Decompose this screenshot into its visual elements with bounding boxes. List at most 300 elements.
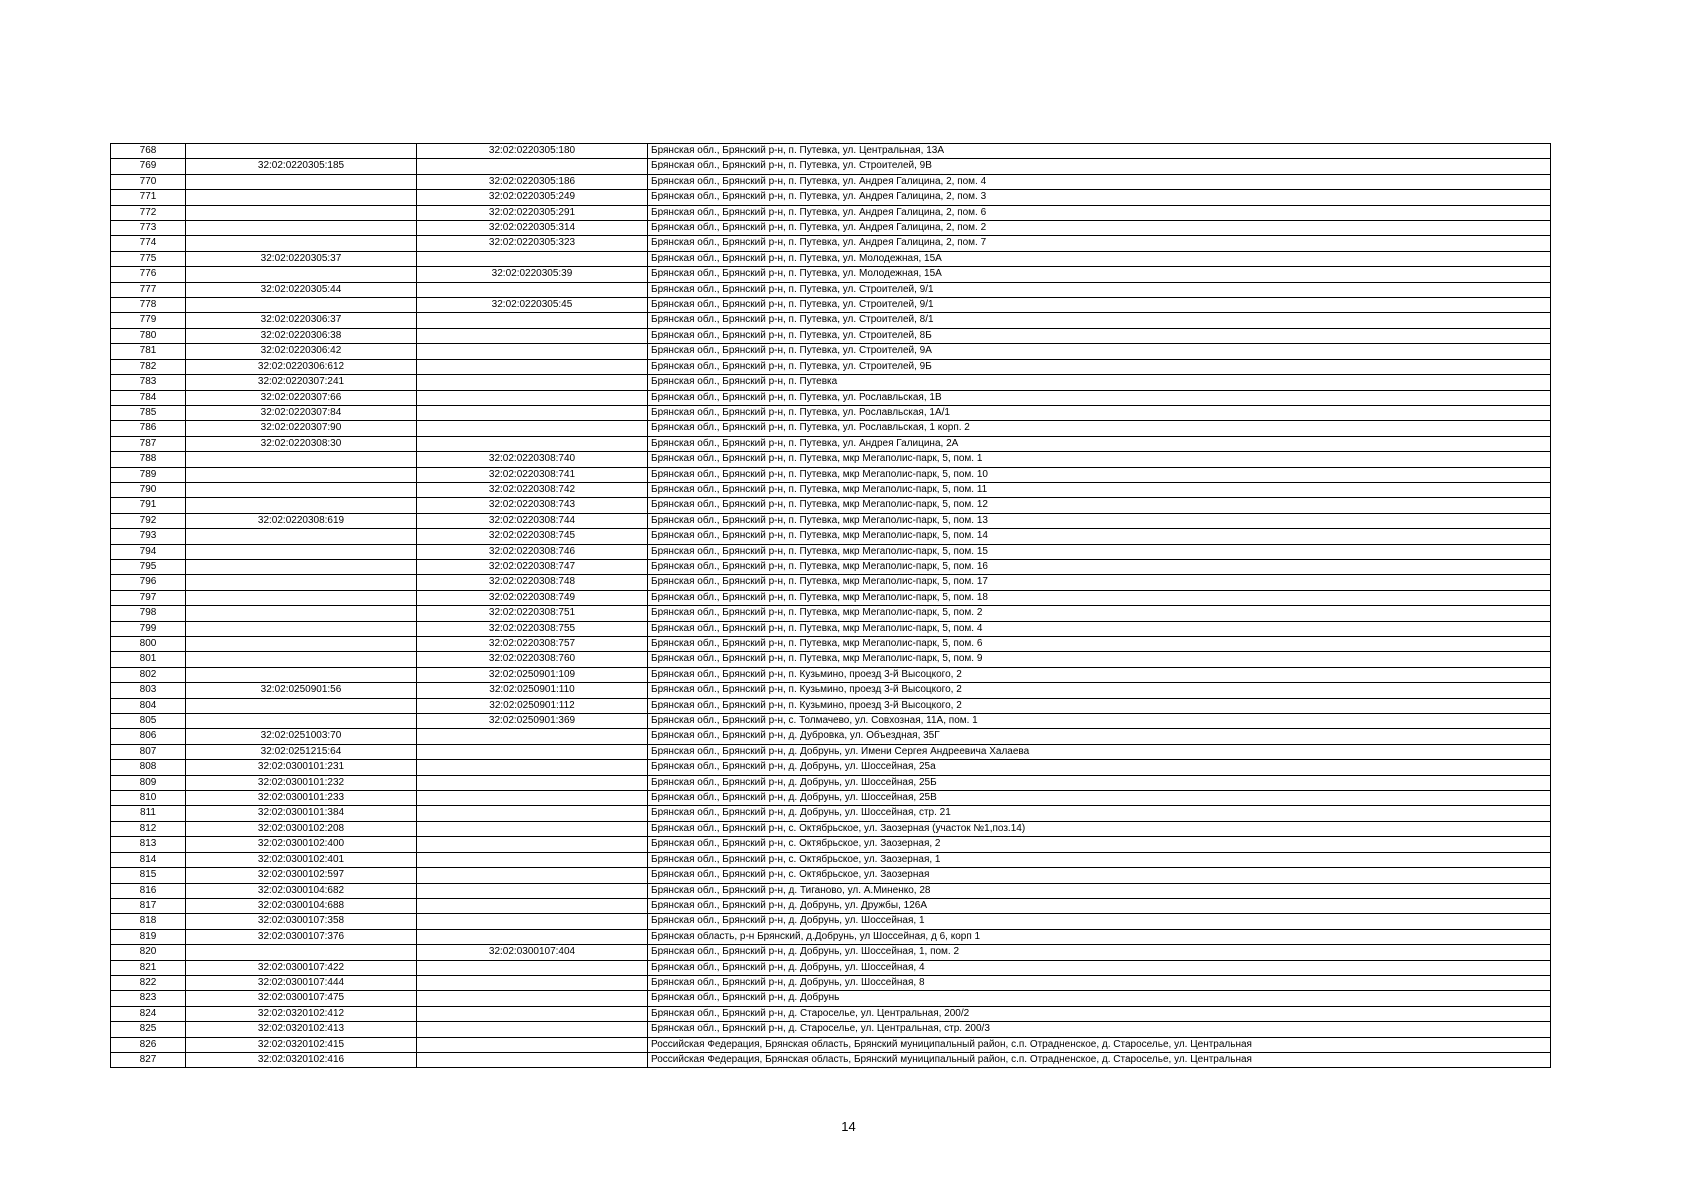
address-cell: Брянская обл., Брянский р-н, п. Путевка, мкр Мегаполис-парк, 5, пом. 18 — [648, 590, 1551, 605]
object-cadastral-number-cell — [417, 729, 648, 744]
table-row — [111, 791, 1551, 806]
address-cell: Российская Федерация, Брянская область, Брянский муниципальный район, с.п. Отрадненское, д. Староселье, ул. Центральная — [648, 1037, 1551, 1052]
parcel-cadastral-number-cell: 32:02:0300101:384 — [186, 806, 417, 821]
table-row — [111, 375, 1551, 390]
parcel-cadastral-number-cell — [186, 637, 417, 652]
table-row — [111, 190, 1551, 205]
table-row — [111, 282, 1551, 297]
table-row — [111, 298, 1551, 313]
address-cell: Брянская обл., Брянский р-н, с. Толмачево, ул. Совхозная, 11А, пом. 1 — [648, 714, 1551, 729]
parcel-cadastral-number-cell: 32:02:0300107:376 — [186, 929, 417, 944]
table-row — [111, 806, 1551, 821]
object-cadastral-number-cell: 32:02:0220305:186 — [417, 174, 648, 189]
table-row — [111, 683, 1551, 698]
parcel-cadastral-number-cell: 32:02:0220306:37 — [186, 313, 417, 328]
object-cadastral-number-cell: 32:02:0220308:745 — [417, 529, 648, 544]
table-row — [111, 929, 1551, 944]
table-row — [111, 775, 1551, 790]
table-row — [111, 590, 1551, 605]
parcel-cadastral-number-cell: 32:02:0220307:90 — [186, 421, 417, 436]
parcel-cadastral-number-cell — [186, 190, 417, 205]
table-row — [111, 945, 1551, 960]
parcel-cadastral-number-cell — [186, 498, 417, 513]
object-cadastral-number-cell: 32:02:0250901:109 — [417, 667, 648, 682]
parcel-cadastral-number-cell: 32:02:0300104:682 — [186, 883, 417, 898]
object-cadastral-number-cell — [417, 744, 648, 759]
table-row — [111, 714, 1551, 729]
address-cell: Брянская обл., Брянский р-н, п. Путевка, мкр Мегаполис-парк, 5, пом. 2 — [648, 606, 1551, 621]
table-row — [111, 1052, 1551, 1067]
address-cell: Брянская обл., Брянский р-н, п. Путевка, ул. Строителей, 9В — [648, 159, 1551, 174]
row-number-cell: 808 — [111, 760, 186, 775]
row-number-cell: 823 — [111, 991, 186, 1006]
object-cadastral-number-cell — [417, 883, 648, 898]
address-cell: Брянская обл., Брянский р-н, п. Путевка, ул. Андрея Галицина, 2, пом. 2 — [648, 221, 1551, 236]
row-number-cell: 796 — [111, 575, 186, 590]
object-cadastral-number-cell — [417, 898, 648, 913]
parcel-cadastral-number-cell: 32:02:0300107:422 — [186, 960, 417, 975]
address-cell: Брянская обл., Брянский р-н, д. Добрунь, ул. Шоссейная, стр. 21 — [648, 806, 1551, 821]
object-cadastral-number-cell — [417, 991, 648, 1006]
address-cell: Брянская обл., Брянский р-н, п. Путевка, ул. Андрея Галицина, 2, пом. 6 — [648, 205, 1551, 220]
table-row — [111, 898, 1551, 913]
parcel-cadastral-number-cell: 32:02:0320102:415 — [186, 1037, 417, 1052]
address-cell: Брянская обл., Брянский р-н, д. Добрунь — [648, 991, 1551, 1006]
row-number-cell: 793 — [111, 529, 186, 544]
row-number-cell: 810 — [111, 791, 186, 806]
row-number-cell: 784 — [111, 390, 186, 405]
address-cell: Брянская обл., Брянский р-н, с. Октябрьское, ул. Заозерная — [648, 868, 1551, 883]
address-cell: Брянская обл., Брянский р-н, п. Кузьмино, проезд 3-й Высоцкого, 2 — [648, 667, 1551, 682]
object-cadastral-number-cell — [417, 375, 648, 390]
row-number-cell: 774 — [111, 236, 186, 251]
parcel-cadastral-number-cell — [186, 221, 417, 236]
address-cell: Брянская обл., Брянский р-н, п. Путевка, мкр Мегаполис-парк, 5, пом. 13 — [648, 513, 1551, 528]
address-cell: Брянская обл., Брянский р-н, д. Добрунь, ул. Шоссейная, 25Б — [648, 775, 1551, 790]
address-cell: Брянская обл., Брянский р-н, п. Путевка, ул. Андрея Галицина, 2А — [648, 436, 1551, 451]
parcel-cadastral-number-cell: 32:02:0300102:400 — [186, 837, 417, 852]
table-row — [111, 236, 1551, 251]
table-row — [111, 467, 1551, 482]
parcel-cadastral-number-cell — [186, 714, 417, 729]
table-body — [111, 144, 1551, 1068]
table-row — [111, 883, 1551, 898]
row-number-cell: 815 — [111, 868, 186, 883]
table-row — [111, 482, 1551, 497]
object-cadastral-number-cell: 32:02:0220308:742 — [417, 482, 648, 497]
row-number-cell: 778 — [111, 298, 186, 313]
object-cadastral-number-cell — [417, 313, 648, 328]
address-cell: Брянская обл., Брянский р-н, д. Добрунь, ул. Шоссейная, 1 — [648, 914, 1551, 929]
table-row — [111, 328, 1551, 343]
object-cadastral-number-cell: 32:02:0220305:45 — [417, 298, 648, 313]
table-row — [111, 652, 1551, 667]
parcel-cadastral-number-cell: 32:02:0220308:30 — [186, 436, 417, 451]
object-cadastral-number-cell: 32:02:0250901:112 — [417, 698, 648, 713]
table-row — [111, 760, 1551, 775]
parcel-cadastral-number-cell: 32:02:0300102:597 — [186, 868, 417, 883]
row-number-cell: 821 — [111, 960, 186, 975]
parcel-cadastral-number-cell: 32:02:0220305:37 — [186, 251, 417, 266]
row-number-cell: 826 — [111, 1037, 186, 1052]
address-cell: Брянская обл., Брянский р-н, п. Путевка, мкр Мегаполис-парк, 5, пом. 11 — [648, 482, 1551, 497]
object-cadastral-number-cell — [417, 837, 648, 852]
parcel-cadastral-number-cell: 32:02:0220307:84 — [186, 405, 417, 420]
parcel-cadastral-number-cell — [186, 652, 417, 667]
object-cadastral-number-cell — [417, 1022, 648, 1037]
table-row — [111, 452, 1551, 467]
address-cell: Брянская обл., Брянский р-н, п. Путевка, ул. Рославльская, 1 корп. 2 — [648, 421, 1551, 436]
object-cadastral-number-cell — [417, 806, 648, 821]
address-cell: Российская Федерация, Брянская область, Брянский муниципальный район, с.п. Отрадненское, д. Староселье, ул. Центральная — [648, 1052, 1551, 1067]
address-cell: Брянская обл., Брянский р-н, с. Октябрьское, ул. Заозерная, 1 — [648, 852, 1551, 867]
parcel-cadastral-number-cell — [186, 575, 417, 590]
row-number-cell: 825 — [111, 1022, 186, 1037]
row-number-cell: 813 — [111, 837, 186, 852]
table-row — [111, 498, 1551, 513]
row-number-cell: 806 — [111, 729, 186, 744]
row-number-cell: 803 — [111, 683, 186, 698]
parcel-cadastral-number-cell: 32:02:0220307:66 — [186, 390, 417, 405]
row-number-cell: 777 — [111, 282, 186, 297]
table-row — [111, 606, 1551, 621]
row-number-cell: 799 — [111, 621, 186, 636]
row-number-cell: 779 — [111, 313, 186, 328]
address-cell: Брянская обл., Брянский р-н, д. Тиганово, ул. А.Миненко, 28 — [648, 883, 1551, 898]
parcel-cadastral-number-cell — [186, 298, 417, 313]
row-number-cell: 795 — [111, 559, 186, 574]
address-cell: Брянская обл., Брянский р-н, п. Путевка, ул. Андрея Галицина, 2, пом. 3 — [648, 190, 1551, 205]
table-row — [111, 1037, 1551, 1052]
address-cell: Брянская обл., Брянский р-н, д. Добрунь, ул. Шоссейная, 4 — [648, 960, 1551, 975]
table-row — [111, 405, 1551, 420]
row-number-cell: 814 — [111, 852, 186, 867]
object-cadastral-number-cell — [417, 791, 648, 806]
object-cadastral-number-cell — [417, 1006, 648, 1021]
address-cell: Брянская обл., Брянский р-н, п. Путевка, мкр Мегаполис-парк, 5, пом. 12 — [648, 498, 1551, 513]
object-cadastral-number-cell: 32:02:0220305:291 — [417, 205, 648, 220]
address-cell: Брянская обл., Брянский р-н, п. Путевка, ул. Строителей, 9Б — [648, 359, 1551, 374]
object-cadastral-number-cell: 32:02:0220308:748 — [417, 575, 648, 590]
object-cadastral-number-cell — [417, 760, 648, 775]
object-cadastral-number-cell: 32:02:0220308:755 — [417, 621, 648, 636]
table-row — [111, 837, 1551, 852]
object-cadastral-number-cell: 32:02:0220308:743 — [417, 498, 648, 513]
table-row — [111, 313, 1551, 328]
row-number-cell: 798 — [111, 606, 186, 621]
row-number-cell: 788 — [111, 452, 186, 467]
table-row — [111, 1022, 1551, 1037]
row-number-cell: 780 — [111, 328, 186, 343]
address-cell: Брянская обл., Брянский р-н, п. Путевка, ул. Строителей, 8/1 — [648, 313, 1551, 328]
table-row — [111, 621, 1551, 636]
address-cell: Брянская обл., Брянский р-н, п. Путевка, мкр Мегаполис-парк, 5, пом. 15 — [648, 544, 1551, 559]
object-cadastral-number-cell — [417, 436, 648, 451]
parcel-cadastral-number-cell: 32:02:0251215:64 — [186, 744, 417, 759]
table-row — [111, 744, 1551, 759]
row-number-cell: 804 — [111, 698, 186, 713]
parcel-cadastral-number-cell: 32:02:0250901:56 — [186, 683, 417, 698]
table-row — [111, 667, 1551, 682]
row-number-cell: 791 — [111, 498, 186, 513]
parcel-cadastral-number-cell: 32:02:0300102:208 — [186, 821, 417, 836]
parcel-cadastral-number-cell: 32:02:0300104:688 — [186, 898, 417, 913]
object-cadastral-number-cell — [417, 775, 648, 790]
parcel-cadastral-number-cell: 32:02:0251003:70 — [186, 729, 417, 744]
row-number-cell: 820 — [111, 945, 186, 960]
row-number-cell: 811 — [111, 806, 186, 821]
address-cell: Брянская обл., Брянский р-н, п. Путевка, ул. Андрея Галицина, 2, пом. 4 — [648, 174, 1551, 189]
row-number-cell: 807 — [111, 744, 186, 759]
parcel-cadastral-number-cell — [186, 174, 417, 189]
row-number-cell: 817 — [111, 898, 186, 913]
address-cell: Брянская обл., Брянский р-н, д. Добрунь, ул. Имени Сергея Андреевича Халаева — [648, 744, 1551, 759]
table-row — [111, 698, 1551, 713]
table-row — [111, 821, 1551, 836]
property-registry-table — [110, 143, 1551, 1068]
table-row — [111, 221, 1551, 236]
parcel-cadastral-number-cell: 32:02:0220306:38 — [186, 328, 417, 343]
parcel-cadastral-number-cell — [186, 236, 417, 251]
table-row — [111, 159, 1551, 174]
table-row — [111, 852, 1551, 867]
address-cell: Брянская обл., Брянский р-н, д. Дубровка, ул. Объездная, 35Г — [648, 729, 1551, 744]
parcel-cadastral-number-cell — [186, 452, 417, 467]
table-row — [111, 436, 1551, 451]
address-cell: Брянская обл., Брянский р-н, п. Путевка, мкр Мегаполис-парк, 5, пом. 14 — [648, 529, 1551, 544]
parcel-cadastral-number-cell: 32:02:0220307:241 — [186, 375, 417, 390]
parcel-cadastral-number-cell — [186, 945, 417, 960]
object-cadastral-number-cell: 32:02:0300107:404 — [417, 945, 648, 960]
address-cell: Брянская обл., Брянский р-н, п. Путевка, ул. Рославльская, 1В — [648, 390, 1551, 405]
address-cell: Брянская обл., Брянский р-н, д. Добрунь, ул. Шоссейная, 25а — [648, 760, 1551, 775]
object-cadastral-number-cell — [417, 1052, 648, 1067]
address-cell: Брянская обл., Брянский р-н, д. Староселье, ул. Центральная, стр. 200/3 — [648, 1022, 1551, 1037]
object-cadastral-number-cell — [417, 328, 648, 343]
row-number-cell: 805 — [111, 714, 186, 729]
table-row — [111, 344, 1551, 359]
address-cell: Брянская обл., Брянский р-н, п. Путевка, мкр Мегаполис-парк, 5, пом. 4 — [648, 621, 1551, 636]
table-row — [111, 529, 1551, 544]
row-number-cell: 775 — [111, 251, 186, 266]
row-number-cell: 783 — [111, 375, 186, 390]
object-cadastral-number-cell: 32:02:0220308:757 — [417, 637, 648, 652]
row-number-cell: 785 — [111, 405, 186, 420]
address-cell: Брянская обл., Брянский р-н, п. Кузьмино, проезд 3-й Высоцкого, 2 — [648, 698, 1551, 713]
object-cadastral-number-cell — [417, 282, 648, 297]
parcel-cadastral-number-cell — [186, 621, 417, 636]
address-cell: Брянская обл., Брянский р-н, п. Путевка, мкр Мегаполис-парк, 5, пом. 10 — [648, 467, 1551, 482]
row-number-cell: 816 — [111, 883, 186, 898]
row-number-cell: 827 — [111, 1052, 186, 1067]
parcel-cadastral-number-cell: 32:02:0300107:358 — [186, 914, 417, 929]
object-cadastral-number-cell: 32:02:0220308:751 — [417, 606, 648, 621]
row-number-cell: 769 — [111, 159, 186, 174]
object-cadastral-number-cell: 32:02:0220308:747 — [417, 559, 648, 574]
parcel-cadastral-number-cell — [186, 267, 417, 282]
parcel-cadastral-number-cell: 32:02:0320102:413 — [186, 1022, 417, 1037]
row-number-cell: 771 — [111, 190, 186, 205]
address-cell: Брянская обл., Брянский р-н, п. Путевка, мкр Мегаполис-парк, 5, пом. 17 — [648, 575, 1551, 590]
parcel-cadastral-number-cell — [186, 144, 417, 159]
row-number-cell: 773 — [111, 221, 186, 236]
address-cell: Брянская обл., Брянский р-н, п. Путевка, ул. Молодежная, 15А — [648, 267, 1551, 282]
object-cadastral-number-cell — [417, 1037, 648, 1052]
object-cadastral-number-cell — [417, 929, 648, 944]
object-cadastral-number-cell — [417, 359, 648, 374]
row-number-cell: 789 — [111, 467, 186, 482]
address-cell: Брянская обл., Брянский р-н, д. Добрунь, ул. Шоссейная, 1, пом. 2 — [648, 945, 1551, 960]
address-cell: Брянская обл., Брянский р-н, п. Путевка, мкр Мегаполис-парк, 5, пом. 6 — [648, 637, 1551, 652]
row-number-cell: 794 — [111, 544, 186, 559]
parcel-cadastral-number-cell: 32:02:0320102:412 — [186, 1006, 417, 1021]
object-cadastral-number-cell — [417, 390, 648, 405]
table-row — [111, 513, 1551, 528]
object-cadastral-number-cell — [417, 159, 648, 174]
address-cell: Брянская обл., Брянский р-н, с. Октябрьское, ул. Заозерная, 2 — [648, 837, 1551, 852]
object-cadastral-number-cell — [417, 251, 648, 266]
table-row — [111, 359, 1551, 374]
address-cell: Брянская обл., Брянский р-н, п. Путевка, мкр Мегаполис-парк, 5, пом. 1 — [648, 452, 1551, 467]
row-number-cell: 787 — [111, 436, 186, 451]
row-number-cell: 800 — [111, 637, 186, 652]
row-number-cell: 792 — [111, 513, 186, 528]
row-number-cell: 790 — [111, 482, 186, 497]
object-cadastral-number-cell: 32:02:0220308:760 — [417, 652, 648, 667]
table-row — [111, 144, 1551, 159]
parcel-cadastral-number-cell — [186, 205, 417, 220]
address-cell: Брянская обл., Брянский р-н, п. Путевка, ул. Андрея Галицина, 2, пом. 7 — [648, 236, 1551, 251]
address-cell: Брянская обл., Брянский р-н, п. Путевка, ул. Строителей, 9/1 — [648, 282, 1551, 297]
parcel-cadastral-number-cell: 32:02:0220305:44 — [186, 282, 417, 297]
object-cadastral-number-cell — [417, 914, 648, 929]
table-row — [111, 975, 1551, 990]
parcel-cadastral-number-cell — [186, 559, 417, 574]
table-row — [111, 174, 1551, 189]
table-row — [111, 1006, 1551, 1021]
row-number-cell: 768 — [111, 144, 186, 159]
row-number-cell: 797 — [111, 590, 186, 605]
object-cadastral-number-cell: 32:02:0220308:746 — [417, 544, 648, 559]
row-number-cell: 801 — [111, 652, 186, 667]
object-cadastral-number-cell — [417, 868, 648, 883]
table-row — [111, 267, 1551, 282]
parcel-cadastral-number-cell: 32:02:0300101:232 — [186, 775, 417, 790]
table-row — [111, 914, 1551, 929]
address-cell: Брянская обл., Брянский р-н, п. Путевка, ул. Строителей, 8Б — [648, 328, 1551, 343]
object-cadastral-number-cell — [417, 975, 648, 990]
row-number-cell: 776 — [111, 267, 186, 282]
table-row — [111, 390, 1551, 405]
address-cell: Брянская обл., Брянский р-н, с. Октябрьское, ул. Заозерная (участок №1,поз.14) — [648, 821, 1551, 836]
address-cell: Брянская обл., Брянский р-н, п. Путевка, мкр Мегаполис-парк, 5, пом. 16 — [648, 559, 1551, 574]
parcel-cadastral-number-cell — [186, 590, 417, 605]
parcel-cadastral-number-cell: 32:02:0220308:619 — [186, 513, 417, 528]
object-cadastral-number-cell: 32:02:0220308:741 — [417, 467, 648, 482]
row-number-cell: 812 — [111, 821, 186, 836]
object-cadastral-number-cell — [417, 821, 648, 836]
address-cell: Брянская обл., Брянский р-н, д. Добрунь, ул. Шоссейная, 25В — [648, 791, 1551, 806]
table-row — [111, 637, 1551, 652]
table-row — [111, 251, 1551, 266]
object-cadastral-number-cell: 32:02:0220308:740 — [417, 452, 648, 467]
address-cell: Брянская обл., Брянский р-н, п. Путевка, ул. Рославльская, 1А/1 — [648, 405, 1551, 420]
parcel-cadastral-number-cell — [186, 667, 417, 682]
table-row — [111, 544, 1551, 559]
object-cadastral-number-cell: 32:02:0220305:249 — [417, 190, 648, 205]
object-cadastral-number-cell — [417, 405, 648, 420]
table-row — [111, 729, 1551, 744]
row-number-cell: 809 — [111, 775, 186, 790]
object-cadastral-number-cell: 32:02:0220305:314 — [417, 221, 648, 236]
parcel-cadastral-number-cell: 32:02:0320102:416 — [186, 1052, 417, 1067]
parcel-cadastral-number-cell: 32:02:0220305:185 — [186, 159, 417, 174]
table-row — [111, 960, 1551, 975]
parcel-cadastral-number-cell: 32:02:0300107:475 — [186, 991, 417, 1006]
parcel-cadastral-number-cell: 32:02:0220306:612 — [186, 359, 417, 374]
address-cell: Брянская обл., Брянский р-н, п. Путевка — [648, 375, 1551, 390]
row-number-cell: 824 — [111, 1006, 186, 1021]
object-cadastral-number-cell — [417, 421, 648, 436]
address-cell: Брянская обл., Брянский р-н, п. Путевка, мкр Мегаполис-парк, 5, пом. 9 — [648, 652, 1551, 667]
table-row — [111, 205, 1551, 220]
parcel-cadastral-number-cell: 32:02:0300101:231 — [186, 760, 417, 775]
object-cadastral-number-cell: 32:02:0250901:369 — [417, 714, 648, 729]
object-cadastral-number-cell: 32:02:0250901:110 — [417, 683, 648, 698]
row-number-cell: 782 — [111, 359, 186, 374]
parcel-cadastral-number-cell: 32:02:0220306:42 — [186, 344, 417, 359]
parcel-cadastral-number-cell — [186, 698, 417, 713]
address-cell: Брянская обл., Брянский р-н, п. Путевка, ул. Строителей, 9/1 — [648, 298, 1551, 313]
address-cell: Брянская область, р-н Брянский, д.Добрунь, ул Шоссейная, д 6, корп 1 — [648, 929, 1551, 944]
row-number-cell: 781 — [111, 344, 186, 359]
parcel-cadastral-number-cell — [186, 544, 417, 559]
object-cadastral-number-cell — [417, 344, 648, 359]
table-row — [111, 991, 1551, 1006]
row-number-cell: 770 — [111, 174, 186, 189]
table-row — [111, 559, 1551, 574]
object-cadastral-number-cell — [417, 960, 648, 975]
row-number-cell: 786 — [111, 421, 186, 436]
address-cell: Брянская обл., Брянский р-н, п. Путевка, ул. Центральная, 13А — [648, 144, 1551, 159]
row-number-cell: 802 — [111, 667, 186, 682]
parcel-cadastral-number-cell — [186, 482, 417, 497]
table-row — [111, 868, 1551, 883]
object-cadastral-number-cell — [417, 852, 648, 867]
row-number-cell: 819 — [111, 929, 186, 944]
row-number-cell: 822 — [111, 975, 186, 990]
parcel-cadastral-number-cell: 32:02:0300101:233 — [186, 791, 417, 806]
object-cadastral-number-cell: 32:02:0220308:749 — [417, 590, 648, 605]
page-number: 14 — [841, 1119, 856, 1134]
parcel-cadastral-number-cell: 32:02:0300102:401 — [186, 852, 417, 867]
address-cell: Брянская обл., Брянский р-н, п. Кузьмино, проезд 3-й Высоцкого, 2 — [648, 683, 1551, 698]
object-cadastral-number-cell: 32:02:0220305:180 — [417, 144, 648, 159]
address-cell: Брянская обл., Брянский р-н, д. Староселье, ул. Центральная, 200/2 — [648, 1006, 1551, 1021]
parcel-cadastral-number-cell — [186, 467, 417, 482]
address-cell: Брянская обл., Брянский р-н, п. Путевка, ул. Молодежная, 15А — [648, 251, 1551, 266]
table-row — [111, 421, 1551, 436]
object-cadastral-number-cell: 32:02:0220308:744 — [417, 513, 648, 528]
address-cell: Брянская обл., Брянский р-н, п. Путевка, ул. Строителей, 9А — [648, 344, 1551, 359]
object-cadastral-number-cell: 32:02:0220305:323 — [417, 236, 648, 251]
address-cell: Брянская обл., Брянский р-н, д. Добрунь, ул. Шоссейная, 8 — [648, 975, 1551, 990]
parcel-cadastral-number-cell: 32:02:0300107:444 — [186, 975, 417, 990]
parcel-cadastral-number-cell — [186, 606, 417, 621]
object-cadastral-number-cell: 32:02:0220305:39 — [417, 267, 648, 282]
address-cell: Брянская обл., Брянский р-н, д. Добрунь, ул. Дружбы, 126А — [648, 898, 1551, 913]
row-number-cell: 818 — [111, 914, 186, 929]
